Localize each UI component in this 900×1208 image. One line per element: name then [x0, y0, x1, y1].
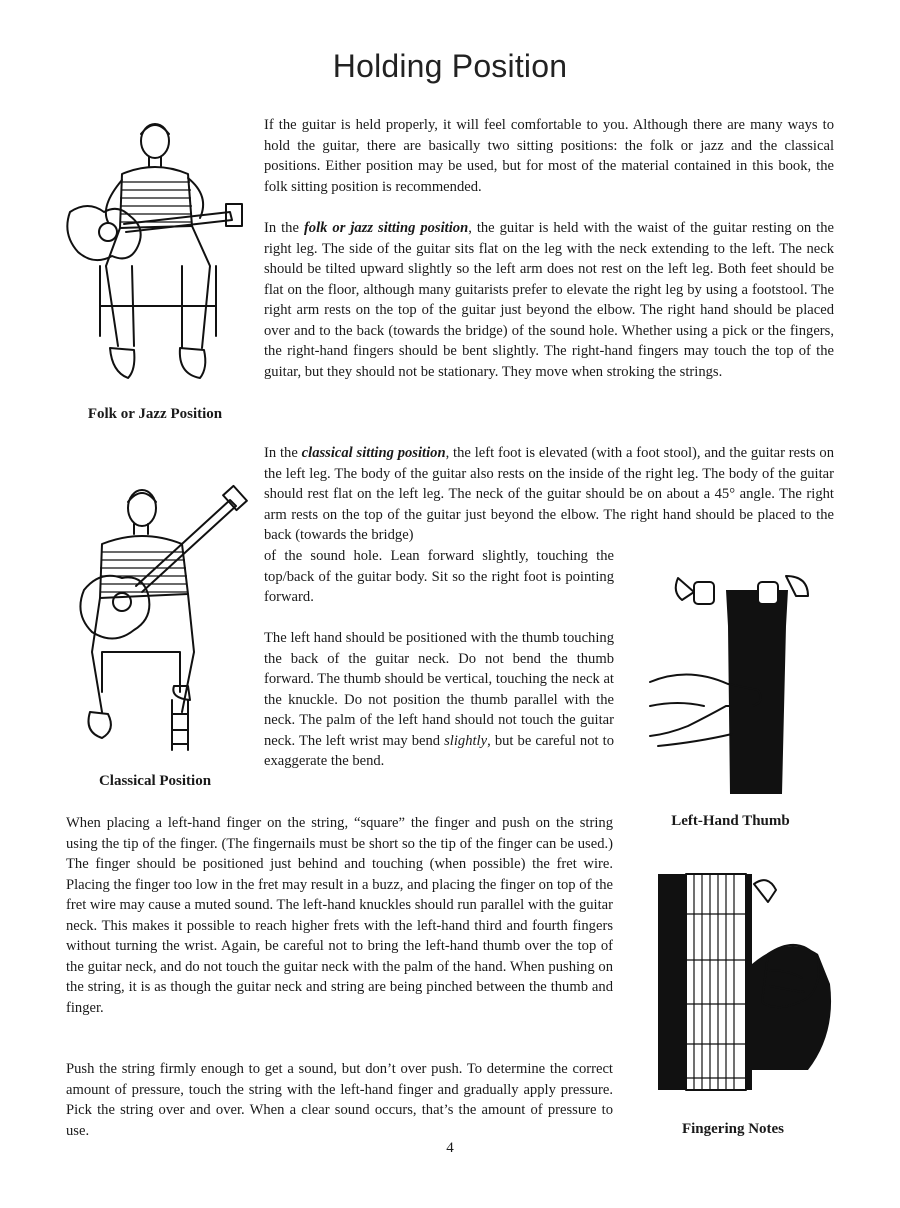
folk-lead: In the [264, 220, 304, 236]
folk-position-illustration [60, 116, 245, 396]
thumb-emphasis: slightly [444, 732, 488, 749]
classical-body: , the left foot is elevated (with a foot stool), and the guitar rests on the left leg. The body of the guitar also rests on the inside of the right leg. The body of the guitar should rest flat on the left leg. The neck of the guitar should be on about a 45° angle. The right arm rests on the top of the guitar just beyond the elbow. The right hand should be placed to the back (towards the bridge) [264, 445, 834, 543]
fingering-notes-illustration [658, 874, 838, 1116]
classical-position-illustration [62, 482, 247, 757]
left-hand-thumb-illustration [648, 566, 813, 798]
folk-term: folk or jazz sitting position [303, 220, 469, 236]
fingering-notes-caption: Fingering Notes [681, 1121, 785, 1137]
folk-position-caption: Folk or Jazz Position [87, 406, 223, 422]
thumb-text-b: , but be careful not to exaggerate the bend. [264, 732, 614, 769]
classical-tail-paragraph: of the sound hole. Lean forward slightly, touching the top/back of the guitar body. Sit so the right foot is pointing forward. [264, 548, 614, 605]
intro-paragraph: If the guitar is held properly, it will feel comfortable to you. Although there are many ways to hold the guitar, there are basically two sitting positions: the folk or jazz and the classical positions. Either position may be used, but for most of the material contained in this book, the folk sitting position is recommended. [264, 117, 834, 195]
folk-body: , the guitar is held with the waist of the guitar resting on the right leg. The side of the guitar sits flat on the leg with the neck extending to the left. The neck should be tilted upward slightly so the left arm does not rest on the left leg. Both feet should be flat on the floor, although many guitarists prefer to elevate the right leg by using a footstool. The right arm rests on the top of the guitar just beyond the elbow. The right hand should be placed over and to the back (towards the bridge) of the sound hole. Whether using a pick or the fingers, the right-hand fingers should be bent slightly. The right-hand fingers may touch the top of the guitar, but they should not be stationary. They move when stroking the strings. [264, 220, 834, 380]
classical-term: classical sitting position [301, 445, 446, 461]
classical-position-paragraph [264, 443, 834, 546]
thumb-text-a: The left hand should be positioned with the thumb touching the back of the guitar neck. Do not bend the thumb forward. The thumb should be vertical, touching the neck at the knuckle. Do not position the thumb parallel with the neck. The palm of the left hand should not touch the guitar neck. The left wrist may bend [264, 630, 614, 749]
folk-position-paragraph [264, 218, 834, 382]
finger-placement-paragraph: When placing a left-hand finger on the string, “square” the finger and push on the string using the tip of the finger. (The fingernails must be short so the tip of the finger can be used.) The finger should be positioned just behind and touching (when possible) the fret wire. Placing the finger too low in the fret may result in a buzz, and placing the finger on top of the fret wire may cause a muted sound. The left-hand knuckles should run parallel with the guitar neck. This makes it possible to reach higher frets with the left-hand third and fourth fingers without turning the wrist. Again, be careful not to bring the left-hand thumb over the top of the guitar neck, and do not touch the guitar neck with the palm of the hand. When pushing on the string, it is as though the guitar neck and string are being pinched between the thumb and finger. [66, 815, 613, 1016]
left-hand-thumb-caption: Left-Hand Thumb [671, 813, 790, 829]
page-number: 4 [446, 1140, 454, 1156]
left-hand-thumb-paragraph [264, 628, 614, 772]
page-title: Holding Position [332, 48, 568, 84]
classical-position-caption: Classical Position [98, 773, 212, 789]
classical-lead: In the [264, 445, 302, 461]
pressure-paragraph: Push the string firmly enough to get a sound, but don’t over push. To determine the correct amount of pressure, touch the string with the left-hand finger and gradually apply pressure. Pick the string over and over. When a clear sound occurs, that’s the amount of pressure to use. [66, 1061, 613, 1139]
